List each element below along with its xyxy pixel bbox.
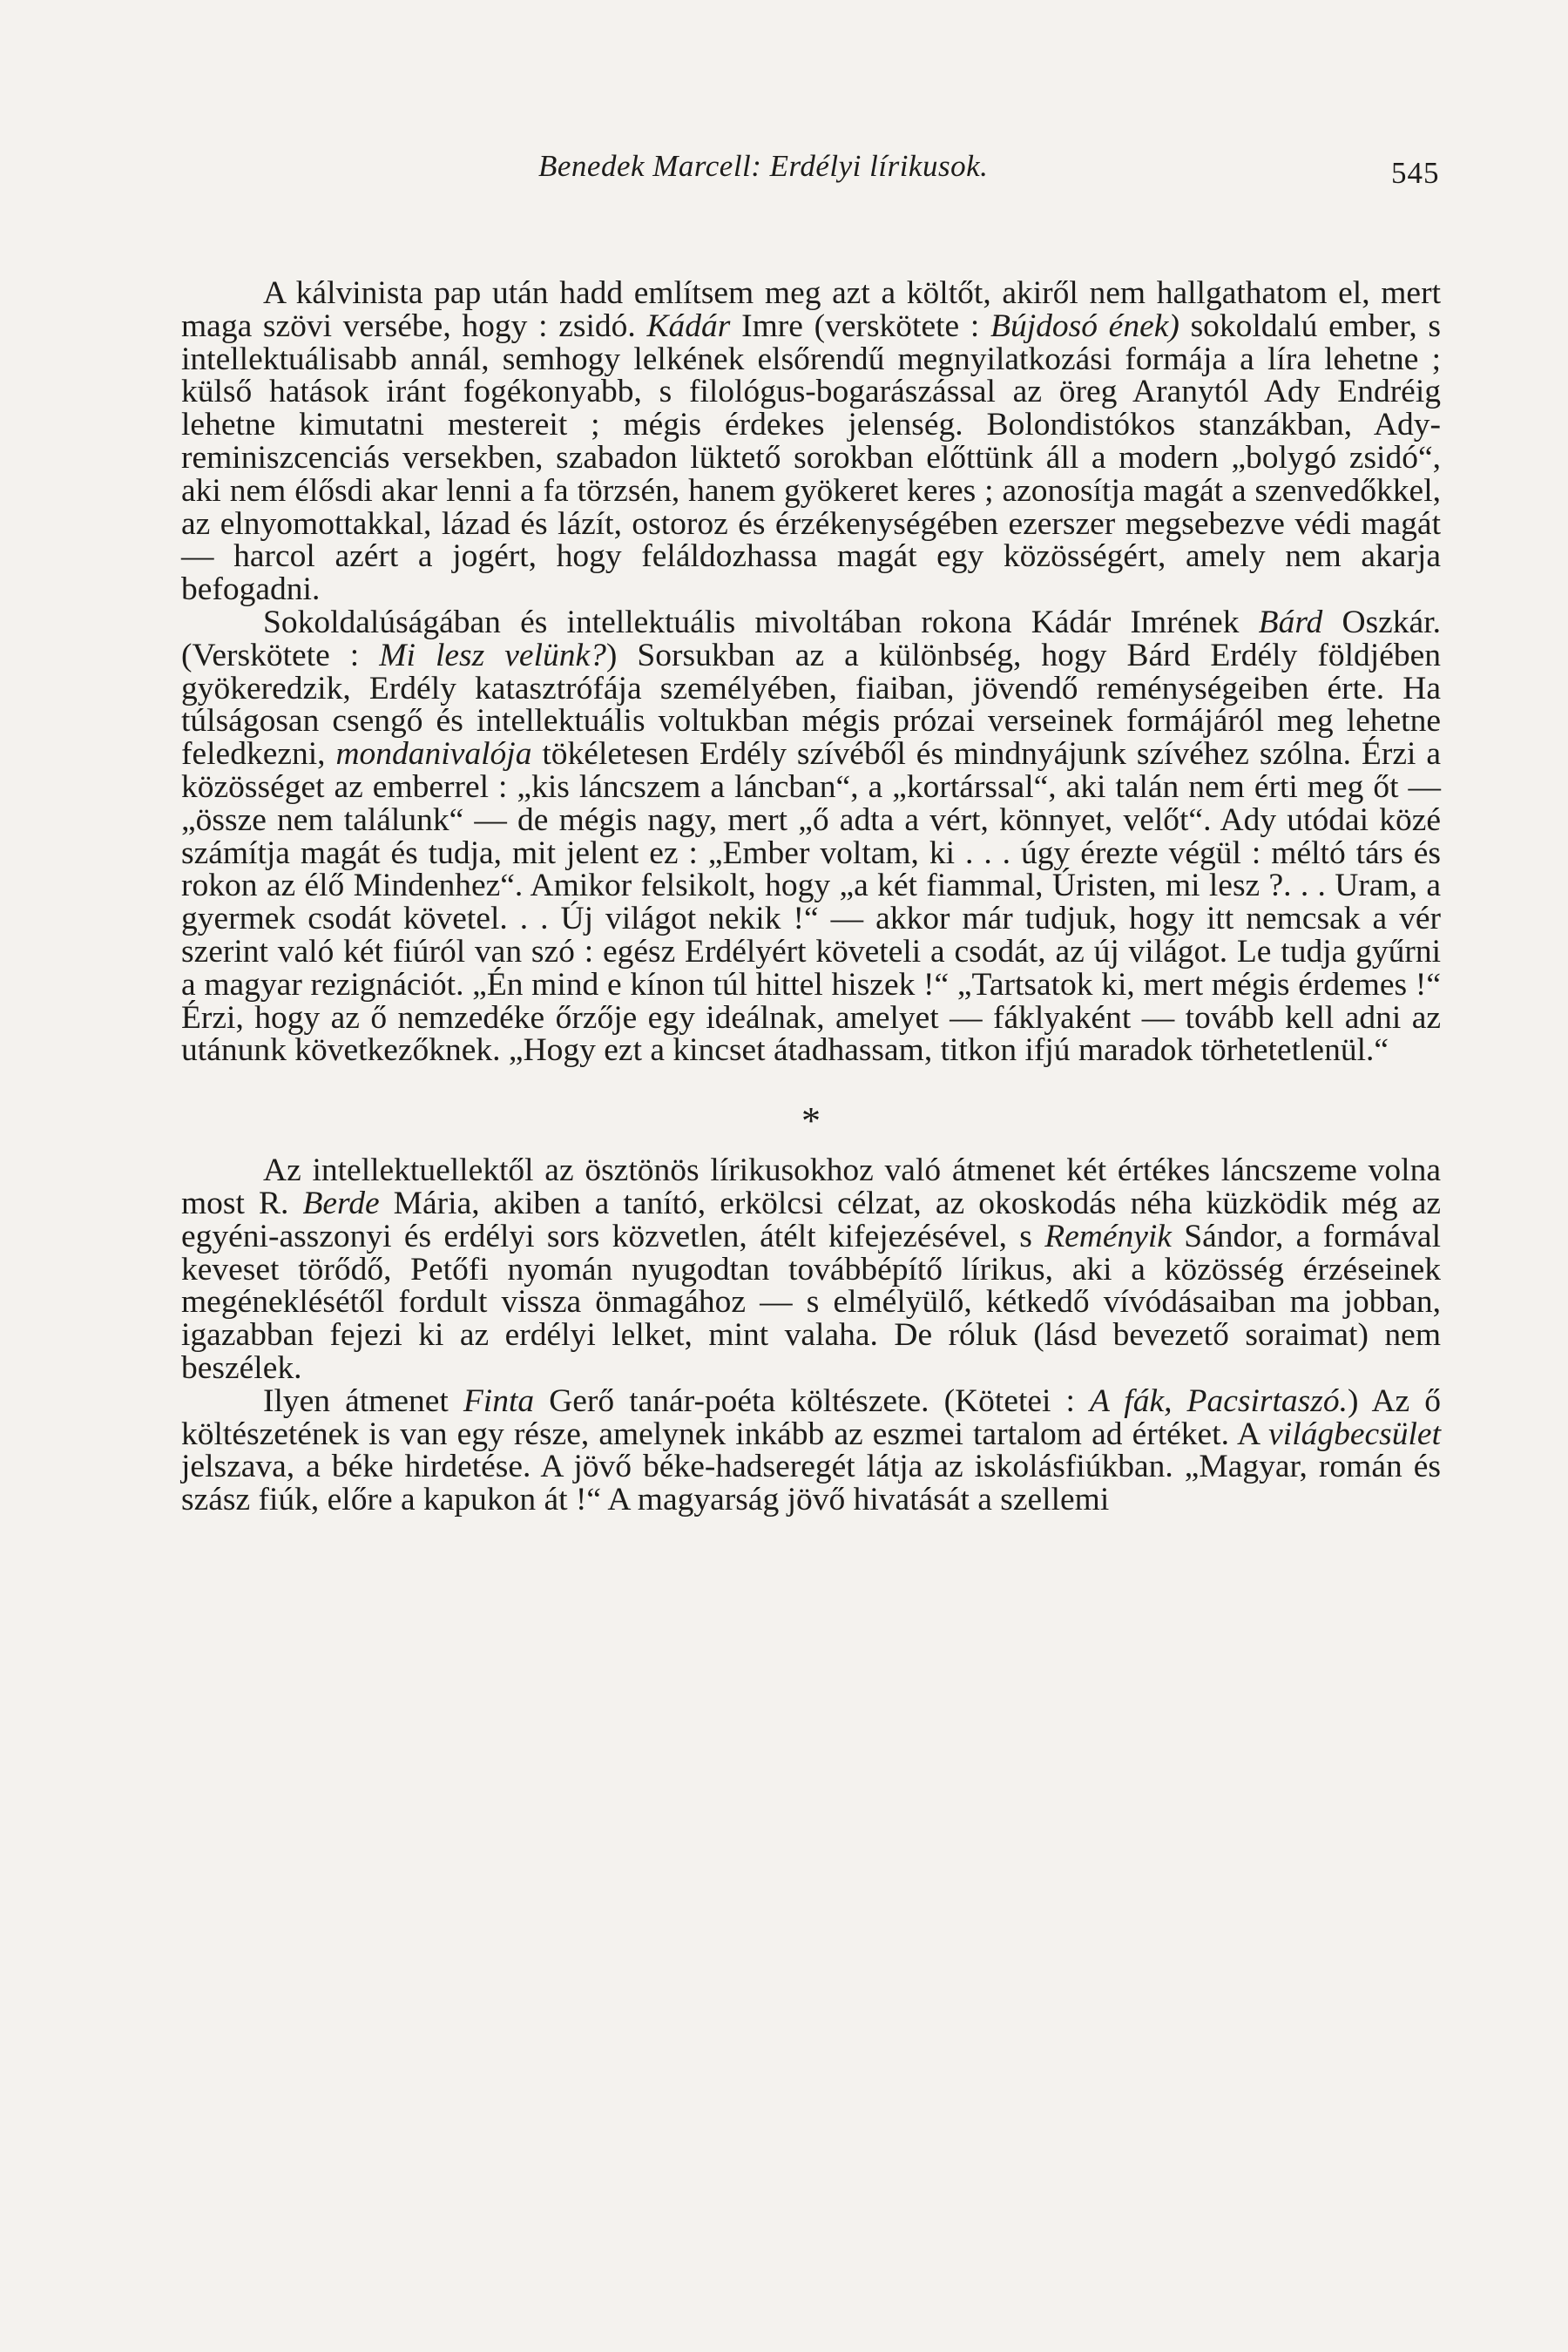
- text-run: Gerő tanár-poéta költészete. (Kötetei :: [534, 1382, 1090, 1419]
- text-run: Az intellektuellektől az ösztönös lírikusokhoz való átmenet két értékes láncszeme volna most R.: [181, 1152, 1441, 1221]
- running-head: [0, 144, 1568, 190]
- italic-run: világbecsület: [1268, 1416, 1441, 1452]
- text-run: Sándor, a formával keveset törődő, Petőfi nyomán nyugodtan továbbépítő lírikus, aki a közösség érzéseinek megéneklésétől fordult vissza önmagához — s elmélyülő, kétkedő vívódásaiban ma jobban, igazabban fejezi ki az erdélyi lelket, mint valaha. De róluk (lásd bevezető soraimat) nem beszélek.: [181, 1218, 1441, 1386]
- text-run: Mária, akiben a tanító, erkölcsi célzat, az okoskodás néha küzködik még az egyéni-asszonyi és erdélyi sors közvetlen, átélt kifejezésével, s: [181, 1185, 1441, 1254]
- paragraph-kadar-imre: [181, 277, 1441, 606]
- italic-run: Reményik: [1044, 1218, 1172, 1254]
- italic-run: Berde: [302, 1185, 380, 1221]
- text-run: jelszava, a béke hirdetése. A jövő béke-hadseregét látja az iskolásfiúkban. „Magyar, román és szász fiúk, előre a kapukon át !“ A magyarság jövő hivatását a szellemi: [181, 1449, 1441, 1518]
- section-divider-asterisk: *: [801, 1099, 821, 1143]
- page-number: 545: [1391, 156, 1440, 190]
- paragraph-finta-gero: [181, 1382, 1441, 1518]
- italic-run: mondanivalója: [335, 736, 532, 773]
- italic-run: A fák, Pacsirtaszó.: [1090, 1382, 1348, 1419]
- text-run: Ilyen átmenet: [263, 1382, 463, 1419]
- running-title: Benedek Marcell: Erdélyi lírikusok.: [538, 149, 989, 183]
- text-run: tökéletesen Erdély szívéből és mindnyájunk szívéhez szólna. Érzi a közösséget az emberrel : „kis láncszem a láncban“, a „kortárssal“, aki talán nem érti meg őt — „össze nem találunk“ — de mégis nagy, mert „ő adta a vért, könnyet, velőt“. Ady utódai közé számítja magát és tudja, mit jelent ez : „Ember voltam, ki . . . úgy érezte végül : méltó társ és rokon az élő Mindenhez“. Amikor felsikolt, hogy „a két fiammal, Úristen, mi lesz ?. . . Uram, a gyermek csodát követel. . . Új világot nekik !“ — akkor már tudjuk, hogy itt nemcsak a vér szerint való két fiúról van szó : egész Erdélyért követeli a csodát, az új világot. Le tudja gyűrni a magyar rezignációt. „Én mind e kínon túl hittel hiszek !“ „Tartsatok ki, mert mégis érdemes !“ Érzi, hogy az ő nemzedéke őrzője egy ideálnak, amelyet — fáklyaként — tovább kell adni az utánunk következőknek. „Hogy ezt a kincset átadhassam, titkon ifjú maradok törhetetlenül.“: [181, 736, 1441, 1069]
- paragraph-berde-remenyik: [181, 1154, 1441, 1385]
- text-run: Imre (verskötete :: [730, 308, 991, 344]
- text-run: A kálvinista pap után hadd említsem meg azt a költőt, akiről nem hallgathatom el, mert maga szövi versébe, hogy : zsidó.: [181, 275, 1441, 344]
- text-run: Oszkár. (Verskötete :: [181, 604, 1441, 673]
- text-run: Sokoldalúságában és intellektuális mivoltában rokona Kádár Imrének: [263, 604, 1259, 640]
- section-two: [181, 1154, 1441, 1517]
- paragraph-bard-oszkar: [181, 606, 1441, 1067]
- body-text: [181, 277, 1441, 1517]
- text-run: ) Sorsukban az a különbség, hogy Bárd Erdély földjében gyökeredzik, Erdély katasztrófája személyében, fiaiban, jövendő reménységeiben érte. Ha túlságosan csengő és intellektuális voltukban mégis prózai verseinek formájáról meg lehetne feledkezni,: [181, 637, 1442, 773]
- italic-run: Mi lesz velünk?: [379, 637, 606, 673]
- text-run: sokoldalú ember, s intellektuálisabb annál, semhogy lelkének elsőrendű megnyilatkozási formája a líra lehetne ; külső hatások iránt fogékonyabb, s filológus-bogarászással az öreg Aranytól Ady Endréig lehetne kimutatni mestereit ; mégis érdekes jelenség. Bolondistókos stanzákban, Ady-reminiszcenciás versekben, szabadon lüktető sorokban előttünk áll a modern „bolygó zsidó“, aki nem élősdi akar lenni a fa törzsén, hanem gyökeret keres ; azonosítja magát a szenvedőkkel, az elnyomottakkal, lázad és lázít, ostoroz és érzékenységében ezerszer megsebezve védi magát — harcol azért a jogért, hogy feláldozhassa magát egy közösségért, amely nem akarja befogadni.: [181, 308, 1441, 608]
- italic-run: Finta: [463, 1382, 535, 1419]
- italic-run: Bújdosó ének): [990, 308, 1179, 344]
- italic-run: Bárd: [1258, 604, 1323, 640]
- text-run: ) Az ő költészetének is van egy része, amelynek inkább az eszmei tartalom ad értéket. A: [181, 1382, 1441, 1452]
- italic-run: Kádár: [646, 308, 731, 344]
